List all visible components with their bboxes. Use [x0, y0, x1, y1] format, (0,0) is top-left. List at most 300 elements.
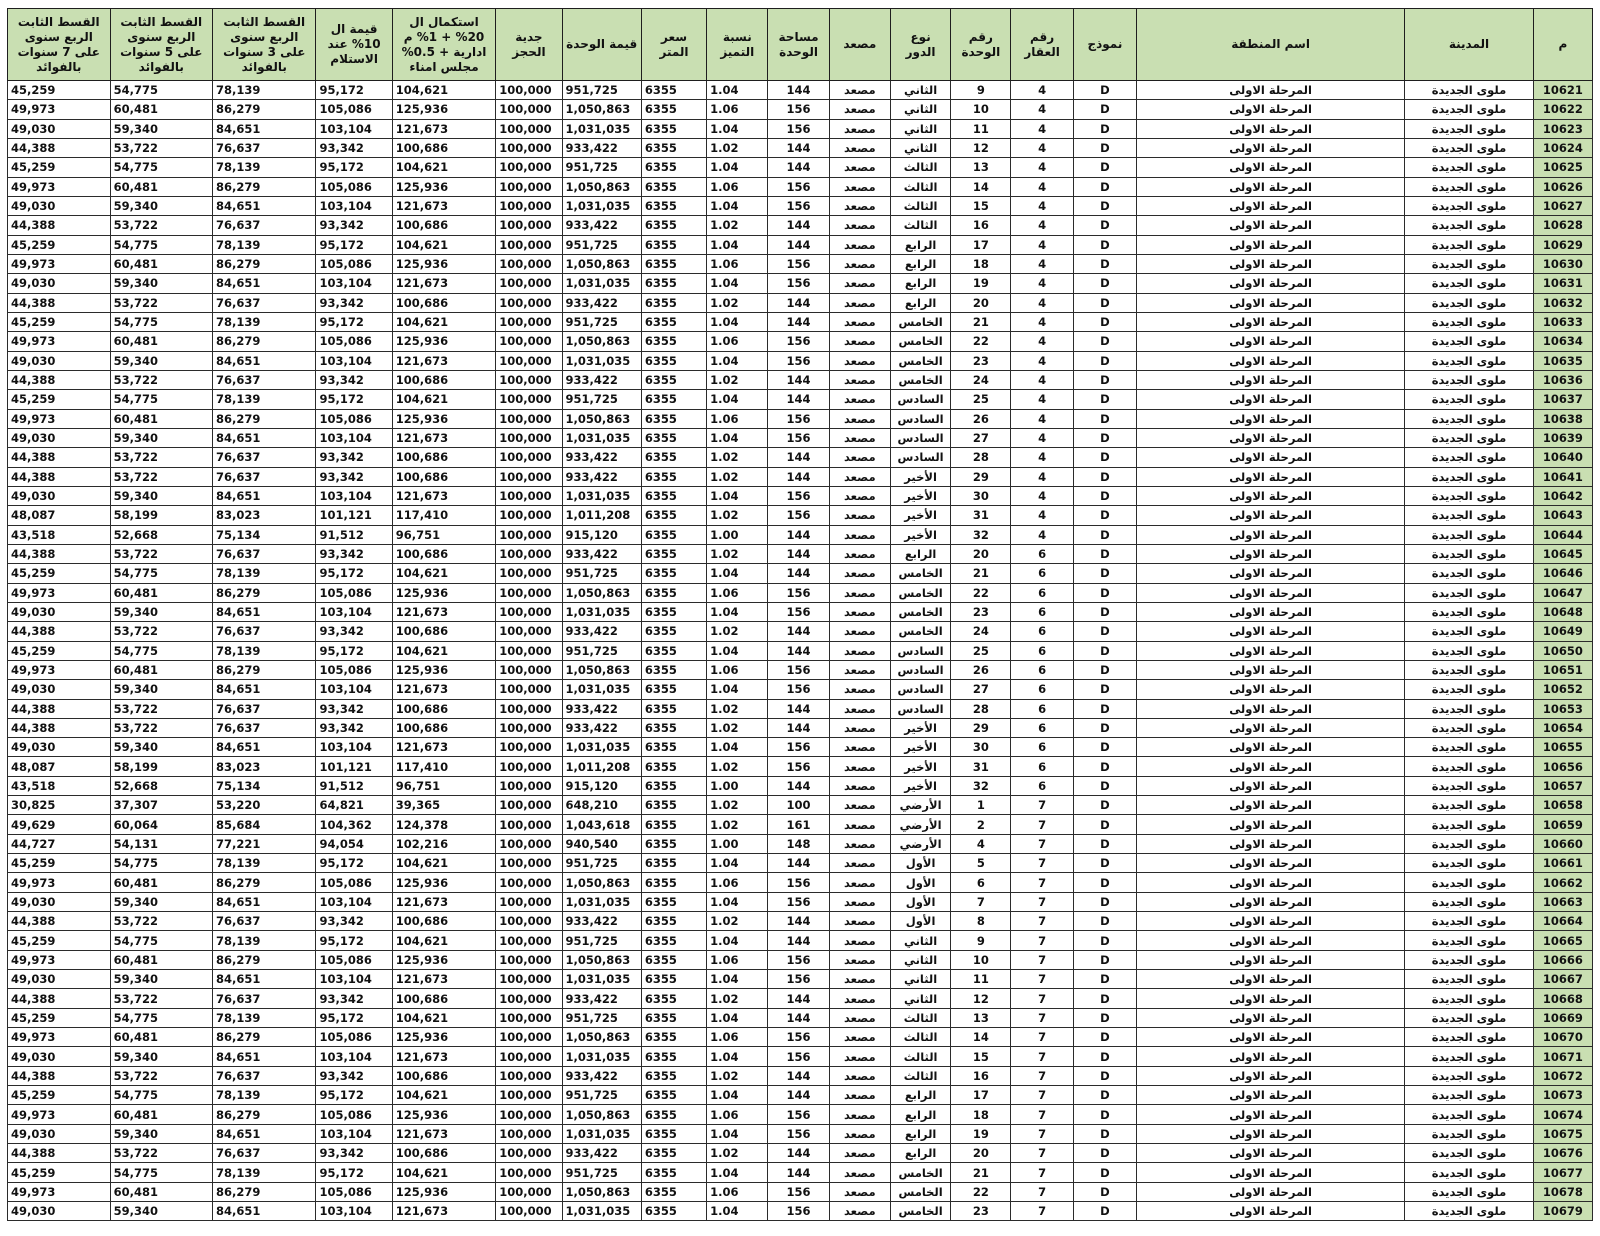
installment-3y-cell: 76,637	[213, 699, 316, 718]
installment-3y-cell: 83,023	[213, 506, 316, 525]
unit-area-cell: 156	[768, 738, 829, 757]
unit-value-cell: 951,725	[562, 564, 641, 583]
zone-cell: المرحلة الاولى	[1137, 718, 1405, 737]
column-header: م	[1533, 9, 1592, 81]
premium-ratio-cell: 1.04	[707, 970, 768, 989]
installment-5y-cell: 59,340	[110, 351, 212, 370]
unit-area-cell: 156	[768, 274, 829, 293]
property-no-cell: 6	[1011, 738, 1073, 757]
installment-5y-cell: 60,481	[110, 332, 212, 351]
meter-price-cell: 6355	[641, 158, 706, 177]
floor-type-cell: الرابع	[890, 1144, 950, 1163]
unit-seq-cell: 10640	[1533, 448, 1592, 467]
unit-value-cell: 1,050,863	[562, 332, 641, 351]
installment-3y-cell: 76,637	[213, 138, 316, 157]
premium-ratio-cell: 1.02	[707, 1066, 768, 1085]
city-cell: ملوى الجديدة	[1405, 81, 1534, 100]
installment-5y-cell: 59,340	[110, 680, 212, 699]
meter-price-cell: 6355	[641, 486, 706, 505]
unit-no-cell: 20	[951, 1144, 1011, 1163]
meter-price-cell: 6355	[641, 448, 706, 467]
installment-3y-cell: 78,139	[213, 564, 316, 583]
property-no-cell: 7	[1011, 1086, 1073, 1105]
elevator-cell: مصعد	[829, 1163, 890, 1182]
installment-7y-cell: 48,087	[8, 506, 111, 525]
installment-5y-cell: 53,722	[110, 370, 212, 389]
unit-value-cell: 1,031,035	[562, 892, 641, 911]
column-header: المدينة	[1405, 9, 1534, 81]
installment-3y-cell: 84,651	[213, 680, 316, 699]
meter-price-cell: 6355	[641, 119, 706, 138]
installment-5y-cell: 60,481	[110, 1105, 212, 1124]
zone-cell: المرحلة الاولى	[1137, 641, 1405, 660]
meter-price-cell: 6355	[641, 931, 706, 950]
unit-no-cell: 21	[951, 564, 1011, 583]
property-no-cell: 4	[1011, 312, 1073, 331]
installment-7y-cell: 44,388	[8, 1066, 111, 1085]
elevator-cell: مصعد	[829, 467, 890, 486]
unit-seq-cell: 10647	[1533, 583, 1592, 602]
table-row	[8, 564, 1593, 583]
city-cell: ملوى الجديدة	[1405, 428, 1534, 447]
unit-seq-cell: 10638	[1533, 409, 1592, 428]
table-row	[8, 196, 1593, 215]
floor-type-cell: الأرضي	[890, 815, 950, 834]
zone-cell: المرحلة الاولى	[1137, 699, 1405, 718]
unit-no-cell: 14	[951, 1028, 1011, 1047]
completion-20pct-cell: 100,686	[392, 448, 495, 467]
premium-ratio-cell: 1.04	[707, 1086, 768, 1105]
property-no-cell: 6	[1011, 757, 1073, 776]
unit-value-cell: 1,043,618	[562, 815, 641, 834]
zone-cell: المرحلة الاولى	[1137, 216, 1405, 235]
table-row	[8, 680, 1593, 699]
zone-cell: المرحلة الاولى	[1137, 834, 1405, 853]
meter-price-cell: 6355	[641, 1202, 706, 1221]
elevator-cell: مصعد	[829, 254, 890, 273]
unit-seq-cell: 10646	[1533, 564, 1592, 583]
property-no-cell: 4	[1011, 81, 1073, 100]
completion-20pct-cell: 104,621	[392, 312, 495, 331]
property-no-cell: 7	[1011, 796, 1073, 815]
floor-type-cell: الثاني	[890, 950, 950, 969]
unit-seq-cell: 10668	[1533, 989, 1592, 1008]
unit-area-cell: 156	[768, 409, 829, 428]
city-cell: ملوى الجديدة	[1405, 738, 1534, 757]
unit-no-cell: 4	[951, 834, 1011, 853]
completion-20pct-cell: 121,673	[392, 428, 495, 447]
completion-20pct-cell: 121,673	[392, 892, 495, 911]
unit-area-cell: 156	[768, 892, 829, 911]
floor-type-cell: الخامس	[890, 564, 950, 583]
property-no-cell: 4	[1011, 506, 1073, 525]
installment-7y-cell: 45,259	[8, 564, 111, 583]
unit-value-cell: 1,031,035	[562, 486, 641, 505]
installment-3y-cell: 84,651	[213, 351, 316, 370]
property-no-cell: 7	[1011, 912, 1073, 931]
handover-10pct-cell: 105,086	[316, 660, 392, 679]
unit-area-cell: 156	[768, 680, 829, 699]
model-cell: D	[1073, 119, 1136, 138]
unit-no-cell: 17	[951, 235, 1011, 254]
installment-5y-cell: 59,340	[110, 119, 212, 138]
booking-deposit-cell: 100,000	[496, 622, 562, 641]
unit-value-cell: 933,422	[562, 912, 641, 931]
premium-ratio-cell: 1.02	[707, 467, 768, 486]
table-row	[8, 834, 1593, 853]
table-row	[8, 718, 1593, 737]
elevator-cell: مصعد	[829, 912, 890, 931]
elevator-cell: مصعد	[829, 216, 890, 235]
floor-type-cell: الرابع	[890, 235, 950, 254]
meter-price-cell: 6355	[641, 216, 706, 235]
property-no-cell: 7	[1011, 970, 1073, 989]
installment-7y-cell: 49,973	[8, 100, 111, 119]
unit-area-cell: 156	[768, 660, 829, 679]
unit-value-cell: 1,050,863	[562, 1105, 641, 1124]
unit-value-cell: 951,725	[562, 312, 641, 331]
zone-cell: المرحلة الاولى	[1137, 467, 1405, 486]
property-no-cell: 4	[1011, 467, 1073, 486]
zone-cell: المرحلة الاولى	[1137, 1105, 1405, 1124]
installment-5y-cell: 54,131	[110, 834, 212, 853]
unit-seq-cell: 10676	[1533, 1144, 1592, 1163]
zone-cell: المرحلة الاولى	[1137, 293, 1405, 312]
table-row	[8, 854, 1593, 873]
floor-type-cell: السادس	[890, 409, 950, 428]
elevator-cell: مصعد	[829, 332, 890, 351]
completion-20pct-cell: 121,673	[392, 119, 495, 138]
installment-3y-cell: 76,637	[213, 622, 316, 641]
installment-7y-cell: 45,259	[8, 312, 111, 331]
installment-7y-cell: 49,030	[8, 119, 111, 138]
city-cell: ملوى الجديدة	[1405, 1202, 1534, 1221]
unit-area-cell: 156	[768, 583, 829, 602]
zone-cell: المرحلة الاولى	[1137, 428, 1405, 447]
unit-no-cell: 24	[951, 370, 1011, 389]
premium-ratio-cell: 1.02	[707, 506, 768, 525]
premium-ratio-cell: 1.04	[707, 1047, 768, 1066]
premium-ratio-cell: 1.04	[707, 235, 768, 254]
unit-no-cell: 8	[951, 912, 1011, 931]
completion-20pct-cell: 100,686	[392, 1066, 495, 1085]
handover-10pct-cell: 103,104	[316, 602, 392, 621]
completion-20pct-cell: 125,936	[392, 1105, 495, 1124]
table-row	[8, 1066, 1593, 1085]
property-no-cell: 4	[1011, 390, 1073, 409]
handover-10pct-cell: 105,086	[316, 1028, 392, 1047]
floor-type-cell: الثالث	[890, 216, 950, 235]
installment-3y-cell: 83,023	[213, 757, 316, 776]
installment-7y-cell: 45,259	[8, 158, 111, 177]
installment-7y-cell: 44,388	[8, 138, 111, 157]
unit-no-cell: 12	[951, 138, 1011, 157]
table-row	[8, 1163, 1593, 1182]
table-row	[8, 158, 1593, 177]
unit-seq-cell: 10627	[1533, 196, 1592, 215]
handover-10pct-cell: 103,104	[316, 970, 392, 989]
premium-ratio-cell: 1.02	[707, 815, 768, 834]
floor-type-cell: الخامس	[890, 332, 950, 351]
handover-10pct-cell: 95,172	[316, 931, 392, 950]
installment-3y-cell: 86,279	[213, 332, 316, 351]
booking-deposit-cell: 100,000	[496, 332, 562, 351]
completion-20pct-cell: 121,673	[392, 680, 495, 699]
unit-seq-cell: 10637	[1533, 390, 1592, 409]
meter-price-cell: 6355	[641, 1047, 706, 1066]
elevator-cell: مصعد	[829, 1202, 890, 1221]
installment-5y-cell: 52,668	[110, 525, 212, 544]
meter-price-cell: 6355	[641, 718, 706, 737]
unit-value-cell: 915,120	[562, 776, 641, 795]
unit-no-cell: 29	[951, 718, 1011, 737]
installment-3y-cell: 76,637	[213, 1066, 316, 1085]
unit-area-cell: 156	[768, 1028, 829, 1047]
city-cell: ملوى الجديدة	[1405, 796, 1534, 815]
handover-10pct-cell: 95,172	[316, 1086, 392, 1105]
installment-3y-cell: 78,139	[213, 312, 316, 331]
zone-cell: المرحلة الاولى	[1137, 680, 1405, 699]
table-row	[8, 989, 1593, 1008]
zone-cell: المرحلة الاولى	[1137, 100, 1405, 119]
unit-no-cell: 27	[951, 428, 1011, 447]
zone-cell: المرحلة الاولى	[1137, 254, 1405, 273]
city-cell: ملوى الجديدة	[1405, 216, 1534, 235]
unit-no-cell: 32	[951, 776, 1011, 795]
premium-ratio-cell: 1.06	[707, 1028, 768, 1047]
booking-deposit-cell: 100,000	[496, 738, 562, 757]
installment-7y-cell: 49,030	[8, 602, 111, 621]
handover-10pct-cell: 103,104	[316, 274, 392, 293]
installment-3y-cell: 84,651	[213, 738, 316, 757]
handover-10pct-cell: 93,342	[316, 448, 392, 467]
unit-value-cell: 1,050,863	[562, 409, 641, 428]
installment-7y-cell: 49,629	[8, 815, 111, 834]
meter-price-cell: 6355	[641, 196, 706, 215]
column-header: نموذج	[1073, 9, 1136, 81]
property-no-cell: 7	[1011, 815, 1073, 834]
table-row	[8, 796, 1593, 815]
meter-price-cell: 6355	[641, 564, 706, 583]
installment-3y-cell: 86,279	[213, 100, 316, 119]
unit-value-cell: 1,031,035	[562, 196, 641, 215]
handover-10pct-cell: 105,086	[316, 254, 392, 273]
table-row	[8, 1105, 1593, 1124]
model-cell: D	[1073, 1028, 1136, 1047]
unit-area-cell: 144	[768, 1066, 829, 1085]
column-header: القسط الثابت الربع سنوى على 3 سنوات بالفوائد	[213, 9, 316, 81]
unit-no-cell: 15	[951, 196, 1011, 215]
installment-3y-cell: 85,684	[213, 815, 316, 834]
booking-deposit-cell: 100,000	[496, 583, 562, 602]
zone-cell: المرحلة الاولى	[1137, 912, 1405, 931]
property-no-cell: 4	[1011, 196, 1073, 215]
zone-cell: المرحلة الاولى	[1137, 757, 1405, 776]
premium-ratio-cell: 1.02	[707, 138, 768, 157]
meter-price-cell: 6355	[641, 970, 706, 989]
booking-deposit-cell: 100,000	[496, 119, 562, 138]
completion-20pct-cell: 121,673	[392, 602, 495, 621]
floor-type-cell: الأخير	[890, 486, 950, 505]
property-no-cell: 6	[1011, 544, 1073, 563]
city-cell: ملوى الجديدة	[1405, 274, 1534, 293]
completion-20pct-cell: 104,621	[392, 1086, 495, 1105]
premium-ratio-cell: 1.04	[707, 738, 768, 757]
table-row	[8, 100, 1593, 119]
installment-3y-cell: 76,637	[213, 989, 316, 1008]
installment-3y-cell: 77,221	[213, 834, 316, 853]
meter-price-cell: 6355	[641, 1105, 706, 1124]
city-cell: ملوى الجديدة	[1405, 351, 1534, 370]
floor-type-cell: الرابع	[890, 1086, 950, 1105]
property-no-cell: 4	[1011, 332, 1073, 351]
handover-10pct-cell: 93,342	[316, 293, 392, 312]
completion-20pct-cell: 104,621	[392, 81, 495, 100]
installment-3y-cell: 86,279	[213, 1105, 316, 1124]
unit-value-cell: 933,422	[562, 989, 641, 1008]
property-no-cell: 6	[1011, 641, 1073, 660]
unit-no-cell: 5	[951, 854, 1011, 873]
zone-cell: المرحلة الاولى	[1137, 119, 1405, 138]
booking-deposit-cell: 100,000	[496, 467, 562, 486]
installment-3y-cell: 76,637	[213, 912, 316, 931]
unit-value-cell: 1,031,035	[562, 680, 641, 699]
booking-deposit-cell: 100,000	[496, 390, 562, 409]
zone-cell: المرحلة الاولى	[1137, 660, 1405, 679]
unit-area-cell: 156	[768, 1124, 829, 1143]
installment-7y-cell: 43,518	[8, 525, 111, 544]
booking-deposit-cell: 100,000	[496, 680, 562, 699]
installment-3y-cell: 84,651	[213, 602, 316, 621]
unit-area-cell: 144	[768, 1008, 829, 1027]
completion-20pct-cell: 125,936	[392, 1028, 495, 1047]
city-cell: ملوى الجديدة	[1405, 622, 1534, 641]
unit-seq-cell: 10673	[1533, 1086, 1592, 1105]
meter-price-cell: 6355	[641, 796, 706, 815]
table-row	[8, 390, 1593, 409]
unit-area-cell: 144	[768, 216, 829, 235]
installment-5y-cell: 59,340	[110, 486, 212, 505]
premium-ratio-cell: 1.02	[707, 1144, 768, 1163]
floor-type-cell: الثاني	[890, 989, 950, 1008]
installment-3y-cell: 78,139	[213, 641, 316, 660]
unit-value-cell: 933,422	[562, 1066, 641, 1085]
unit-no-cell: 26	[951, 409, 1011, 428]
handover-10pct-cell: 94,054	[316, 834, 392, 853]
unit-seq-cell: 10634	[1533, 332, 1592, 351]
elevator-cell: مصعد	[829, 564, 890, 583]
unit-area-cell: 156	[768, 254, 829, 273]
booking-deposit-cell: 100,000	[496, 138, 562, 157]
unit-no-cell: 13	[951, 1008, 1011, 1027]
city-cell: ملوى الجديدة	[1405, 583, 1534, 602]
unit-value-cell: 951,725	[562, 1086, 641, 1105]
unit-value-cell: 1,050,863	[562, 873, 641, 892]
meter-price-cell: 6355	[641, 390, 706, 409]
property-no-cell: 7	[1011, 1202, 1073, 1221]
installment-7y-cell: 49,973	[8, 873, 111, 892]
zone-cell: المرحلة الاولى	[1137, 1028, 1405, 1047]
meter-price-cell: 6355	[641, 293, 706, 312]
floor-type-cell: الرابع	[890, 1124, 950, 1143]
unit-seq-cell: 10675	[1533, 1124, 1592, 1143]
meter-price-cell: 6355	[641, 235, 706, 254]
meter-price-cell: 6355	[641, 81, 706, 100]
table-row	[8, 370, 1593, 389]
column-header: استكمال ال 20% + 1% م ادارية + 0.5% مجلس امناء	[392, 9, 495, 81]
completion-20pct-cell: 100,686	[392, 293, 495, 312]
installment-3y-cell: 84,651	[213, 119, 316, 138]
meter-price-cell: 6355	[641, 1144, 706, 1163]
meter-price-cell: 6355	[641, 138, 706, 157]
unit-seq-cell: 10633	[1533, 312, 1592, 331]
column-header: القسط الثابت الربع سنوى على 7 سنوات بالفوائد	[8, 9, 111, 81]
booking-deposit-cell: 100,000	[496, 525, 562, 544]
property-no-cell: 7	[1011, 1144, 1073, 1163]
handover-10pct-cell: 103,104	[316, 680, 392, 699]
meter-price-cell: 6355	[641, 370, 706, 389]
unit-seq-cell: 10667	[1533, 970, 1592, 989]
completion-20pct-cell: 125,936	[392, 873, 495, 892]
unit-area-cell: 156	[768, 602, 829, 621]
completion-20pct-cell: 104,621	[392, 1008, 495, 1027]
floor-type-cell: السادس	[890, 641, 950, 660]
handover-10pct-cell: 103,104	[316, 892, 392, 911]
floor-type-cell: الثالث	[890, 1066, 950, 1085]
model-cell: D	[1073, 757, 1136, 776]
model-cell: D	[1073, 950, 1136, 969]
zone-cell: المرحلة الاولى	[1137, 602, 1405, 621]
unit-no-cell: 32	[951, 525, 1011, 544]
unit-area-cell: 148	[768, 834, 829, 853]
floor-type-cell: الرابع	[890, 544, 950, 563]
property-no-cell: 7	[1011, 1028, 1073, 1047]
handover-10pct-cell: 91,512	[316, 776, 392, 795]
booking-deposit-cell: 100,000	[496, 544, 562, 563]
booking-deposit-cell: 100,000	[496, 177, 562, 196]
city-cell: ملوى الجديدة	[1405, 525, 1534, 544]
table-row	[8, 950, 1593, 969]
table-row	[8, 873, 1593, 892]
property-no-cell: 4	[1011, 351, 1073, 370]
unit-no-cell: 28	[951, 699, 1011, 718]
table-row	[8, 467, 1593, 486]
property-no-cell: 4	[1011, 409, 1073, 428]
floor-type-cell: الأخير	[890, 506, 950, 525]
completion-20pct-cell: 121,673	[392, 486, 495, 505]
unit-no-cell: 12	[951, 989, 1011, 1008]
handover-10pct-cell: 95,172	[316, 641, 392, 660]
table-row	[8, 1202, 1593, 1221]
premium-ratio-cell: 1.04	[707, 196, 768, 215]
zone-cell: المرحلة الاولى	[1137, 177, 1405, 196]
installment-5y-cell: 59,340	[110, 274, 212, 293]
installment-7y-cell: 48,087	[8, 757, 111, 776]
unit-no-cell: 31	[951, 757, 1011, 776]
unit-value-cell: 951,725	[562, 931, 641, 950]
meter-price-cell: 6355	[641, 274, 706, 293]
installment-3y-cell: 86,279	[213, 1182, 316, 1201]
column-header: نسبة التميز	[707, 9, 768, 81]
meter-price-cell: 6355	[641, 738, 706, 757]
zone-cell: المرحلة الاولى	[1137, 931, 1405, 950]
city-cell: ملوى الجديدة	[1405, 138, 1534, 157]
city-cell: ملوى الجديدة	[1405, 119, 1534, 138]
floor-type-cell: الرابع	[890, 274, 950, 293]
installment-7y-cell: 49,030	[8, 486, 111, 505]
zone-cell: المرحلة الاولى	[1137, 158, 1405, 177]
floor-type-cell: السادس	[890, 390, 950, 409]
